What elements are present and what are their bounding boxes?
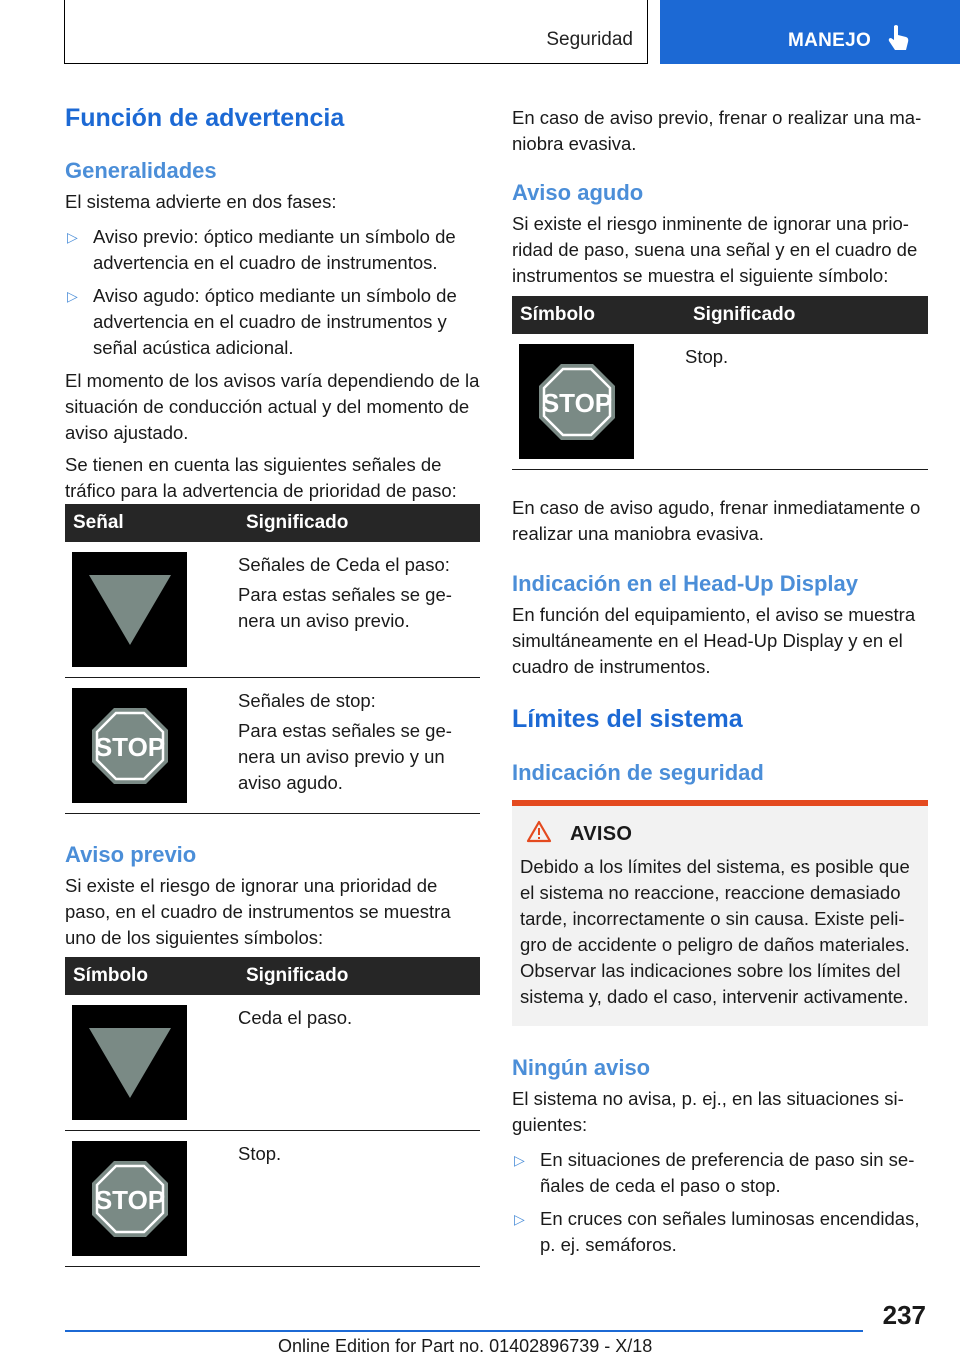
limites-heading: Límites del sistema	[512, 705, 743, 733]
table-cell-text: Stop.	[238, 1143, 282, 1164]
table-row	[65, 678, 480, 814]
table-header-col1: Señal	[65, 504, 238, 542]
indicacion-seguridad-heading: Indicación de seguridad	[512, 760, 764, 785]
hud-heading: Indicación en el Head-Up Display	[512, 571, 858, 596]
warning-triangle-icon	[526, 820, 552, 848]
page-number: 237	[882, 1300, 926, 1330]
table-header-col2: Significado	[685, 296, 928, 334]
stop-sign-icon	[72, 688, 187, 803]
list-item: ▷ En cruces con señales luminosas encendidas, p. ej. semáforos.	[514, 1208, 920, 1255]
triangle-bullet-icon: ▷	[67, 288, 78, 304]
generalidades-para1: El momento de los avisos varía dependiendo de la situación de conducción actual y del momento de aviso ajustado.	[65, 370, 480, 443]
table-cell-text: Para estas señales se genera un aviso previo y un aviso agudo.	[238, 720, 452, 793]
ningun-aviso-text: El sistema no avisa, p. ej., en las situaciones siguientes:	[512, 1088, 904, 1135]
yield-sign-icon	[72, 552, 187, 667]
triangle-bullet-icon: ▷	[514, 1211, 525, 1227]
triangle-bullet-icon: ▷	[67, 229, 78, 245]
generalidades-intro: El sistema advierte en dos fases:	[65, 191, 337, 212]
header-section-title: Seguridad	[546, 29, 633, 50]
generalidades-heading: Generalidades	[65, 158, 217, 183]
list-item: ▷ Aviso previo: óptico mediante un símbolo de advertencia en el cuadro de instrumentos.	[67, 226, 456, 273]
ningun-aviso-heading: Ningún aviso	[512, 1055, 651, 1080]
table-row	[65, 1131, 480, 1267]
warning-title: AVISO	[570, 822, 633, 845]
header-section-box	[64, 0, 648, 64]
warning-box	[512, 800, 928, 1026]
table-cell-text: Señales de Ceda el paso:	[238, 554, 450, 575]
yield-sign-icon	[72, 1005, 187, 1120]
table-header-col2: Significado	[238, 957, 480, 995]
symbol-table-agudo	[512, 296, 928, 470]
aviso-previo-heading: Aviso previo	[65, 842, 197, 867]
stop-sign-icon	[519, 344, 634, 459]
svg-text:STOP: STOP	[541, 387, 612, 418]
table-row	[512, 334, 928, 470]
signal-table	[65, 504, 480, 814]
table-header-col1: Símbolo	[65, 957, 238, 995]
table-cell-text: Ceda el paso.	[238, 1007, 353, 1028]
table-header-col1: Símbolo	[512, 296, 685, 334]
footer-edition: Online Edition for Part no. 01402896739 - X/18	[278, 1336, 653, 1356]
hud-text: En función del equipamiento, el aviso se muestra simultáneamente en el Head-Up Display y en el cuadro de instrumentos.	[512, 604, 916, 677]
table-header-col2: Significado	[238, 504, 480, 542]
aviso-previo-text: Si existe el riesgo de ignorar una prioridad de paso, en el cuadro de instrumentos se muestra uno de los siguientes símbolos:	[65, 875, 451, 948]
pointing-hand-icon	[888, 24, 910, 57]
header-tab-label: MANEJO	[788, 30, 872, 51]
table-row	[65, 542, 480, 678]
svg-text:STOP: STOP	[94, 731, 165, 762]
footer-divider	[65, 1330, 863, 1332]
generalidades-para2: Se tienen en cuenta las siguientes señales de tráfico para la advertencia de prioridad de paso:	[65, 454, 457, 501]
list-item: ▷ Aviso agudo: óptico mediante un símbolo de advertencia en el cuadro de instrumentos y señal acústica adicional.	[67, 285, 457, 358]
stop-sign-icon	[72, 1141, 187, 1256]
list-item: ▷ En situaciones de preferencia de paso sin señales de ceda el paso o stop.	[514, 1149, 915, 1196]
warning-text: Debido a los límites del sistema, es posible que el sistema no reaccione, reaccione demasiado tarde, incorrectamente o sin causa. Existe peligro de accidente o peligro de daños materiales. Observar las indicaciones sobre los límites del sistema y, dado el caso, intervenir activamente.	[520, 856, 910, 1007]
triangle-bullet-icon: ▷	[514, 1152, 525, 1168]
header-tab-manejo[interactable]	[660, 0, 960, 64]
svg-text:STOP: STOP	[94, 1184, 165, 1215]
right-intro: En caso de aviso previo, frenar o realizar una maniobra evasiva.	[512, 107, 922, 154]
section-title: Función de advertencia	[65, 104, 345, 132]
aviso-agudo-text: Si existe el riesgo inminente de ignorar una prioridad de paso, suena una señal y en el cuadro de instrumentos se muestra el siguiente símbolo:	[512, 213, 918, 286]
table-cell-text: Señales de stop:	[238, 690, 376, 711]
table-cell-text: Para estas señales se genera un aviso previo.	[238, 584, 452, 631]
symbol-table-previo	[65, 957, 480, 1267]
table-row	[65, 995, 480, 1131]
after-table-text: En caso de aviso agudo, frenar inmediatamente o realizar una maniobra evasiva.	[512, 497, 921, 544]
aviso-agudo-heading: Aviso agudo	[512, 180, 644, 205]
table-cell-text: Stop.	[685, 346, 729, 367]
